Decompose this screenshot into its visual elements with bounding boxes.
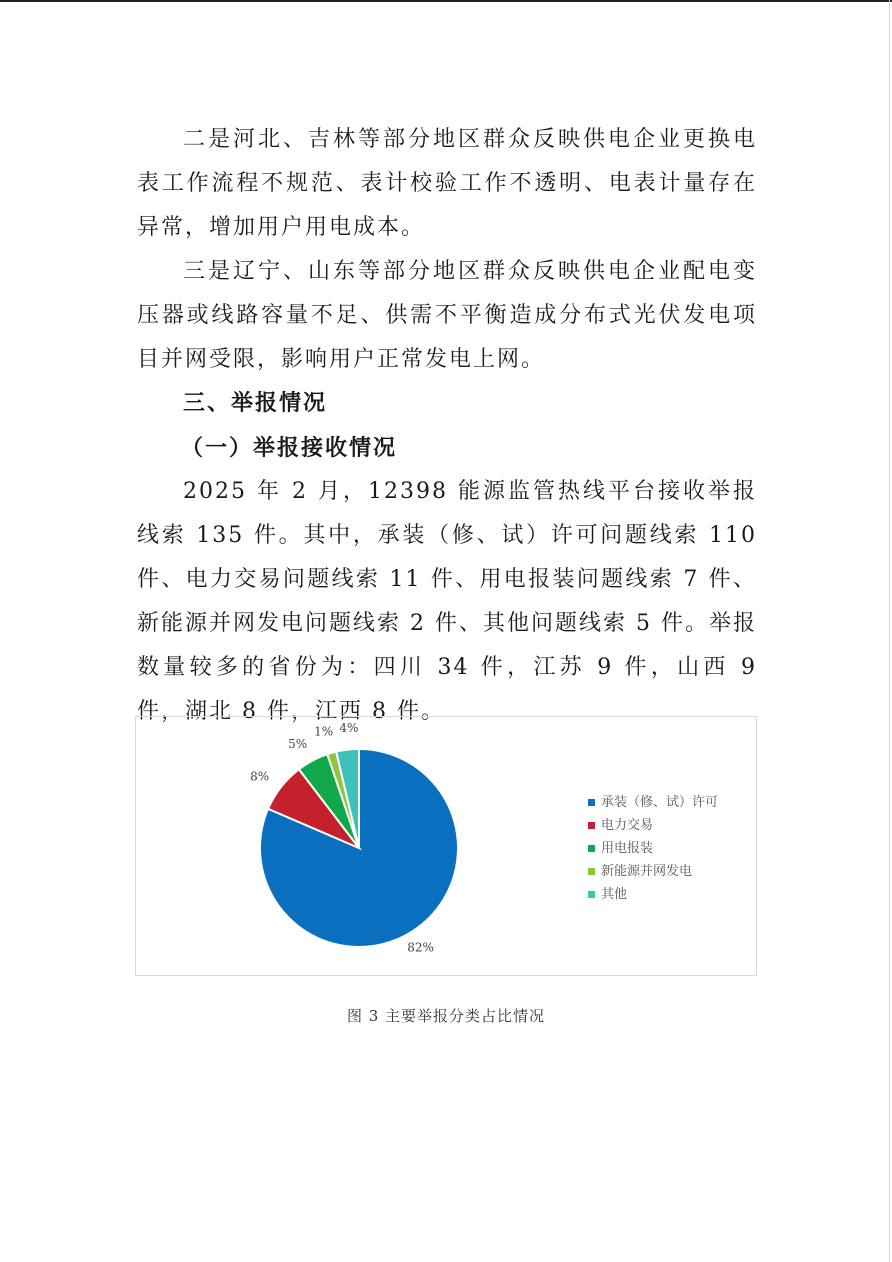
pie-label-2: 8% — [250, 769, 270, 784]
legend-swatch-3 — [588, 845, 595, 852]
subsection-heading: （一）举报接收情况 — [181, 435, 398, 461]
legend-item-1 — [588, 791, 718, 814]
pie-label-5: 4% — [339, 720, 359, 735]
page-top-border — [0, 0, 892, 2]
page-right-border — [889, 0, 890, 1262]
legend-label-4: 新能源并网发电 — [601, 864, 693, 879]
legend-item-5 — [588, 883, 718, 906]
legend-label-3: 用电报装 — [601, 841, 654, 856]
pie-label-3: 5% — [288, 736, 308, 751]
legend-label-1: 承装（修、试）许可 — [601, 795, 719, 810]
figure-caption: 图 3 主要举报分类占比情况 — [346, 1007, 546, 1025]
section-heading: 三、举报情况 — [183, 391, 328, 416]
pie-label-4: 1% — [314, 724, 334, 739]
pie-chart-figure — [135, 716, 757, 976]
legend-label-2: 电力交易 — [601, 818, 654, 833]
paragraph-report-summary: 2025 年 2 月，12398 能源监管热线平台接收举报线索 135 件。其中，承装（修、试）许可问题线索 110 件、电力交易问题线索 11 件、用电报装问题线索 7 件、新能源并网发电问题线索 2 件、其他问题线索 5 件。举报数量较多的省份为：四川 34 件，江苏 9 件，山西 9 件，湖北 8 件，江西 8 件。 — [137, 479, 757, 724]
chart-legend — [588, 791, 718, 906]
legend-swatch-1 — [588, 799, 595, 806]
paragraph-point-three: 三是辽宁、山东等部分地区群众反映供电企业配电变压器或线路容量不足、供需不平衡造成分布式光伏发电项目并网受限，影响用户正常发电上网。 — [137, 259, 757, 372]
legend-swatch-2 — [588, 822, 595, 829]
document-body — [137, 118, 757, 734]
legend-label-5: 其他 — [601, 887, 628, 902]
legend-item-4 — [588, 860, 718, 883]
legend-swatch-5 — [588, 891, 595, 898]
pie-label-1: 82% — [407, 940, 434, 955]
legend-swatch-4 — [588, 868, 595, 875]
legend-item-2 — [588, 814, 718, 837]
paragraph-point-two: 二是河北、吉林等部分地区群众反映供电企业更换电表工作流程不规范、表计校验工作不透明、电表计量存在异常，增加用户用电成本。 — [137, 127, 757, 240]
legend-item-3 — [588, 837, 718, 860]
